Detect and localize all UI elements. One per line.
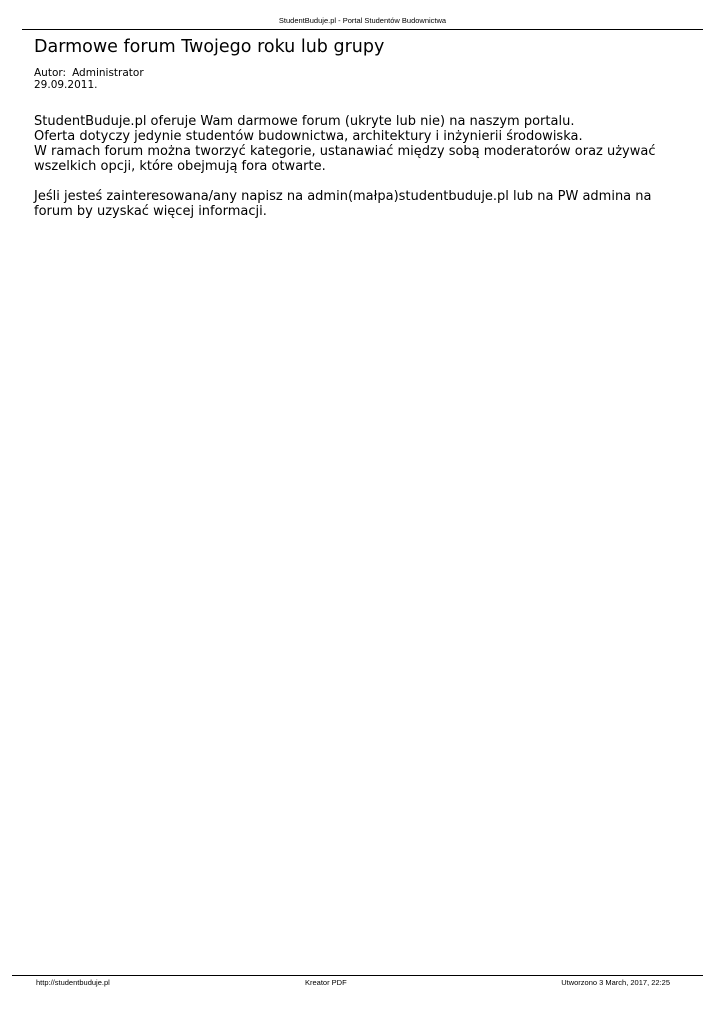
- footer-generator: Kreator PDF: [305, 978, 347, 987]
- footer-url: http://studentbuduje.pl: [36, 978, 110, 987]
- site-title: StudentBuduje.pl - Portal Studentów Budownictwa: [278, 16, 447, 25]
- paragraph-line: StudentBuduje.pl oferuje Wam darmowe forum (ukryte lub nie) na naszym portalu.: [34, 114, 575, 129]
- author-name: Administrator: [72, 67, 144, 79]
- paragraph-line: Oferta dotyczy jedynie studentów budownictwa, architektury i inżynierii środowiska.: [34, 129, 583, 144]
- page-header: [22, 15, 703, 30]
- footer-created-date: Utworzono 3 March, 2017, 22:25: [561, 978, 670, 987]
- author-label: Autor:: [34, 67, 67, 79]
- paragraph-line: W ramach forum można tworzyć kategorie, ustanawiać między sobą moderatorów oraz używać wszelkich opcji, które obejmują fora otwarte.: [34, 144, 656, 174]
- article-body: [34, 114, 694, 219]
- article-meta: [34, 67, 144, 91]
- contact-paragraph: Jeśli jesteś zainteresowana/any napisz na admin(małpa)studentbuduje.pl lub na PW admina na forum by uzyskać więcej informacji.: [34, 189, 652, 219]
- publish-date: 29.09.2011.: [34, 79, 98, 91]
- page-footer: [12, 975, 703, 990]
- author-row: [34, 67, 144, 79]
- article-title: Darmowe forum Twojego roku lub grupy: [34, 37, 385, 57]
